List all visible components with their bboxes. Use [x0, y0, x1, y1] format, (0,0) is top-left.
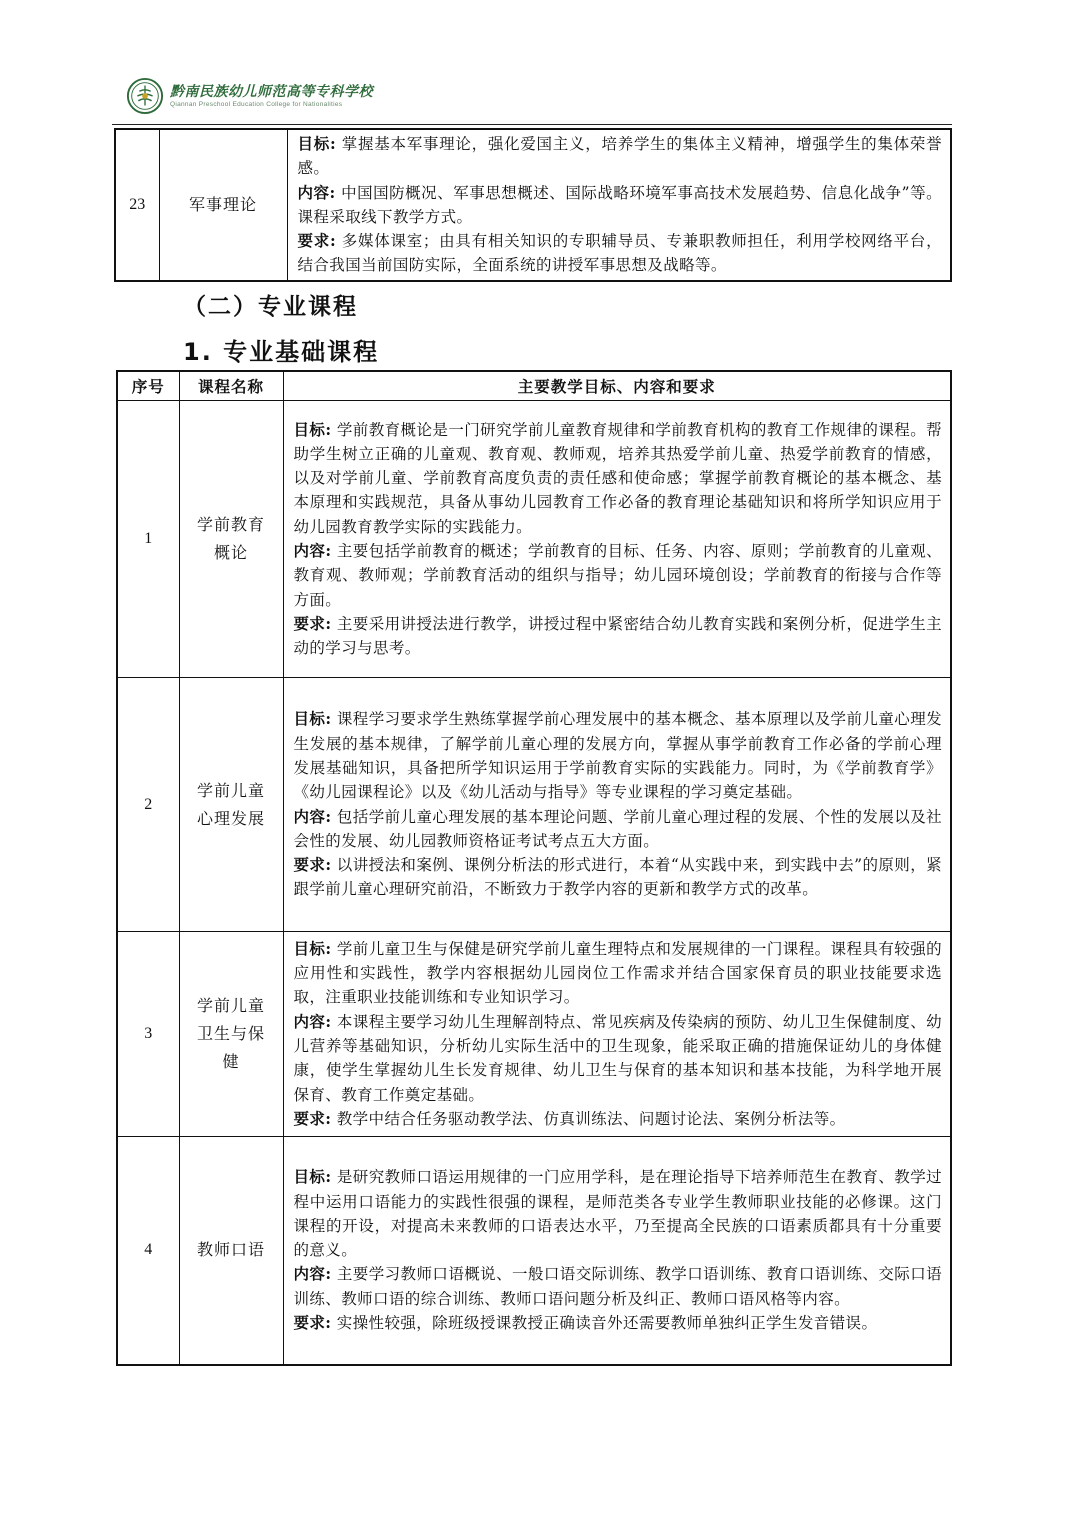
course-description	[283, 678, 951, 932]
requirement-label: 要求:	[293, 1312, 332, 1332]
goal-text: 学前儿童卫生与保健是研究学前儿童生理特点和发展规律的一门课程。课程具有较强的应用性和实践性，教学内容根据幼儿园岗位工作需求并结合国家保育员的职业技能要求选取，注重职业技能训练和专业知识学习。	[293, 939, 943, 1007]
requirement-text: 以讲授法和案例、课例分析法的形式进行，本着“从实践中来，到实践中去”的原则，紧跟学前儿童心理研究前沿，不断致力于教学内容的更新和教学方式的改革。	[293, 856, 943, 899]
requirement-label: 要求:	[293, 855, 332, 875]
course-description	[287, 129, 951, 281]
course-name: 教师口语	[179, 1137, 283, 1365]
goal-text: 课程学习要求学生熟练掌握学前心理发展中的基本概念、基本原理以及学前儿童心理发生发展的基本规律，了解学前儿童心理的发展方向，掌握从事学前教育工作必备的学前心理发展基础知识，具备把所学知识运用于学前教育实际的实践能力。同时，为《学前教育学》《幼儿园课程论》以及《幼儿活动与指导》等专业课程的学习奠定基础。	[293, 710, 943, 802]
requirement-label: 要求:	[297, 231, 337, 251]
subsection-title: 1. 专业基础课程	[183, 338, 380, 366]
content-label: 内容:	[293, 541, 332, 560]
requirement-label: 要求:	[293, 613, 332, 633]
course-description	[283, 401, 951, 678]
requirement-text: 主要采用讲授法进行教学，讲授过程中紧密结合幼儿教育实践和案例分析，促进学生主动的学习与思考。	[293, 614, 943, 658]
content-label: 内容:	[293, 806, 332, 826]
requirement-text: 教学中结合任务驱动教学法、仿真训练法、问题讨论法、案例分析法等。	[336, 1109, 846, 1128]
page-header	[126, 74, 373, 118]
content-label: 内容:	[293, 1011, 332, 1031]
course-description	[283, 932, 951, 1137]
school-name-en: Qiannan Preschool Education College for Nationalities	[170, 100, 343, 108]
requirement-text: 实操性较强，除班级授课教授正确读音外还需要教师单独纠正学生发音错误。	[336, 1313, 878, 1332]
course-number: 1	[117, 401, 179, 678]
requirement-text: 多媒体课室；由具有相关知识的专职辅导员、专兼职教师担任，利用学校网络平台，结合我国当前国防实际，全面系统的讲授军事思想及战略等。	[297, 232, 943, 275]
content-text: 主要包括学前教育的概述；学前教育的目标、任务、内容、原则；学前教育的儿童观、教育观、教师观；学前教育活动的组织与指导；幼儿园环境创设；学前教育的衔接与合作等方面。	[293, 542, 943, 609]
course-name: 军事理论	[159, 129, 287, 281]
course-table	[116, 370, 952, 1366]
content-text: 主要学习教师口语概说、一般口语交际训练、教学口语训练、教育口语训练、交际口语训练、教师口语的综合训练、教师口语问题分析及纠正、教师口语风格等内容。	[293, 1265, 943, 1308]
table-header-row	[117, 371, 951, 401]
course-number: 4	[117, 1137, 179, 1365]
course-table-continued	[114, 128, 952, 282]
school-emblem-icon	[126, 77, 164, 115]
column-header-description: 主要教学目标、内容和要求	[283, 371, 951, 401]
course-number: 3	[117, 932, 179, 1137]
goal-text: 学前教育概论是一门研究学前儿童教育规律和学前教育机构的教育工作规律的课程。帮助学生树立正确的儿童观、教育观、教师观，培养其热爱学前儿童、热爱学前教育的情感，以及对学前儿童、学前教育高度负责的责任感和使命感；掌握学前教育概论的基本概念、基本原理和实践规范，具备从事幼儿园教育工作必备的教育理论基础知识和将所学知识应用于幼儿园教育教学实际的实践能力。	[293, 420, 943, 536]
course-name: 学前儿童卫生与保健	[179, 932, 283, 1137]
section-title: （二）专业课程	[183, 294, 358, 320]
goal-text: 掌握基本军事理论，强化爱国主义，培养学生的集体主义精神，增强学生的集体荣誉感。	[297, 135, 943, 178]
goal-label: 目标:	[297, 134, 337, 153]
table-row	[115, 129, 951, 281]
goal-label: 目标:	[293, 419, 332, 439]
table-row	[117, 401, 951, 678]
goal-text: 是研究教师口语运用规律的一门应用学科，是在理论指导下培养师范生在教育、教学过程中运用口语能力的实践性很强的课程，是师范类各专业学生教师职业技能的必修课。这门课程的开设，对提高未来教师的口语表达水平，乃至提高全民族的口语素质都具有十分重要的意义。	[293, 1168, 943, 1260]
column-header-name: 课程名称	[179, 371, 283, 401]
course-name: 学前儿童心理发展	[179, 678, 283, 932]
table-row	[117, 1137, 951, 1365]
course-number: 2	[117, 678, 179, 932]
course-description	[283, 1137, 951, 1365]
content-label: 内容:	[293, 1264, 332, 1284]
table-row	[117, 932, 951, 1137]
content-label: 内容:	[297, 182, 336, 202]
course-number: 23	[115, 129, 159, 281]
content-text: 中国国防概况、军事思想概述、国际战略环境军事高技术发展趋势、信息化战争”等。课程采取线下教学方式。	[297, 183, 942, 226]
column-header-number: 序号	[117, 371, 179, 401]
goal-label: 目标:	[293, 709, 332, 729]
header-divider	[112, 124, 952, 125]
requirement-label: 要求:	[293, 1108, 332, 1128]
content-text: 本课程主要学习幼儿生理解剖特点、常见疾病及传染病的预防、幼儿卫生保健制度、幼儿营养等基础知识，分析幼儿实际生活中的卫生现象，能采取正确的措施保证幼儿的身体健康，使学生掌握幼儿生长发育规律、幼儿卫生与保育的基本知识和基本技能，为科学地开展保育、教育工作奠定基础。	[293, 1012, 943, 1104]
course-name: 学前教育概论	[179, 401, 283, 678]
goal-label: 目标:	[293, 1167, 332, 1187]
content-text: 包括学前儿童心理发展的基本理论问题、学前儿童心理过程的发展、个性的发展以及社会性的发展、幼儿园教师资格证考试考点五大方面。	[293, 807, 943, 850]
school-name-cn: 黔南民族幼儿师范高等专科学校	[170, 83, 373, 100]
goal-label: 目标:	[293, 938, 332, 958]
table-row	[117, 678, 951, 932]
